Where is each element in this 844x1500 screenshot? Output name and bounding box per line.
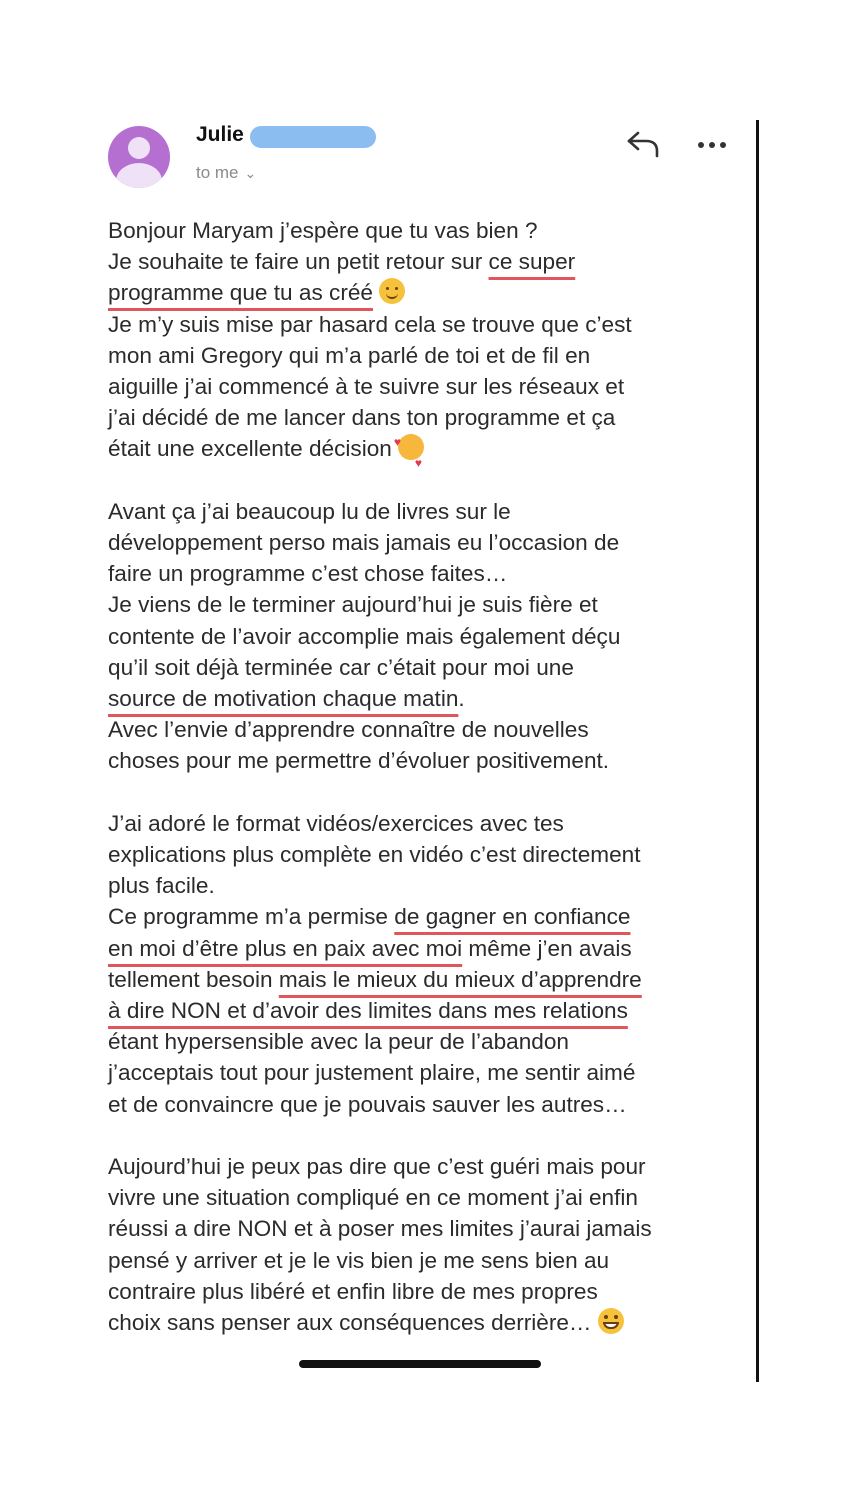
body-line: Avant ça j’ai beaucoup lu de livres sur le (108, 498, 511, 524)
body-line: j’ai décidé de me lancer dans ton programme et ça (108, 405, 616, 431)
avatar-head (128, 137, 150, 159)
paragraph-gap (108, 465, 748, 496)
home-indicator[interactable] (299, 1360, 541, 1368)
body-line: et de convaincre que je pouvais sauver les autres… (108, 1091, 627, 1117)
highlighted-text: de gagner en confiance (394, 904, 631, 930)
body-line: explications plus complète en vidéo c’est directement (108, 842, 641, 868)
smiling-face-icon (379, 278, 405, 304)
paragraph-2 (108, 496, 748, 777)
paragraph-gap (108, 777, 748, 808)
highlighted-text: programme que tu as créé (108, 280, 373, 306)
redacted-surname (250, 126, 376, 148)
paragraph-4 (108, 1151, 748, 1338)
highlighted-text: mais le mieux du mieux d’apprendre (278, 966, 642, 992)
paragraph-gap (108, 1120, 748, 1151)
text-segment: choix sans penser aux conséquences derrière… (108, 1310, 592, 1336)
smiling-face-with-hearts-icon (398, 434, 424, 460)
body-line (108, 683, 748, 714)
avatar-shoulders (116, 163, 162, 188)
screenshot-edge (756, 120, 759, 1382)
body-line: développement perso mais jamais eu l’occasion de (108, 530, 620, 556)
body-line (108, 1307, 748, 1338)
body-line (108, 277, 748, 308)
body-line: mon ami Gregory qui m’a parlé de toi et de fil en (108, 342, 591, 368)
body-line (108, 995, 748, 1026)
highlighted-text: source de motivation chaque matin (108, 686, 459, 712)
body-line: faire un programme c’est chose faites… (108, 561, 508, 587)
text-segment: tellement besoin (108, 966, 279, 992)
body-line: réussi a dire NON et à poser mes limites j’aurai jamais (108, 1216, 652, 1242)
body-line: Avec l’envie d’apprendre connaître de nouvelles (108, 717, 589, 743)
recipient-toggle[interactable] (196, 163, 256, 183)
body-line: vivre une situation compliqué en ce moment j’ai enfin (108, 1185, 638, 1211)
body-line: aiguille j’ai commencé à te suivre sur les réseaux et (108, 374, 625, 400)
highlighted-text: à dire NON et d’avoir des limites dans mes relations (108, 998, 628, 1024)
text-segment: Ce programme m’a permise (108, 904, 395, 930)
body-line: plus facile. (108, 873, 215, 899)
body-line (108, 933, 748, 964)
more-options-icon[interactable] (697, 137, 727, 153)
body-line: Je m’y suis mise par hasard cela se trouve que c’est (108, 311, 632, 337)
body-line: Bonjour Maryam j’espère que tu vas bien ? (108, 218, 538, 243)
highlighted-text: en moi d’être plus en paix avec moi (108, 935, 463, 961)
recipient-label: to me (196, 163, 239, 182)
body-line (108, 901, 748, 932)
body-line: pensé y arriver et je le vis bien je me sens bien au (108, 1247, 610, 1273)
body-line: Je viens de le terminer aujourd’hui je suis fière et (108, 592, 598, 618)
sender-name[interactable]: Julie (196, 123, 244, 146)
text-segment: était une excellente décision (108, 436, 392, 462)
chevron-down-icon: ⌄ (244, 165, 257, 181)
body-line (108, 246, 748, 277)
body-line: qu’il soit déjà terminée car c’était pour moi une (108, 654, 574, 680)
body-line: étant hypersensible avec la peur de l’abandon (108, 1029, 569, 1055)
body-line (108, 964, 748, 995)
text-segment: même j’en avais (462, 935, 632, 961)
highlighted-text: ce super (488, 249, 576, 275)
grinning-face-icon (598, 1308, 624, 1334)
body-line: J’ai adoré le format vidéos/exercices avec tes (108, 810, 564, 836)
text-segment: . (458, 686, 465, 712)
body-line: Aujourd’hui je peux pas dire que c’est guéri mais pour (108, 1154, 646, 1180)
paragraph-3 (108, 808, 748, 1120)
body-line (108, 433, 748, 464)
body-line: j’acceptais tout pour justement plaire, me sentir aimé (108, 1060, 636, 1086)
body-line: contente de l’avoir accomplie mais également déçu (108, 623, 621, 649)
body-line: choses pour me permettre d’évoluer positivement. (108, 748, 610, 774)
sender-avatar[interactable] (108, 126, 170, 188)
body-line: contraire plus libéré et enfin libre de mes propres (108, 1278, 598, 1304)
reply-icon[interactable] (626, 129, 660, 159)
paragraph-1 (108, 215, 748, 465)
text-segment: Je souhaite te faire un petit retour sur (108, 249, 489, 275)
email-body (108, 215, 748, 1338)
